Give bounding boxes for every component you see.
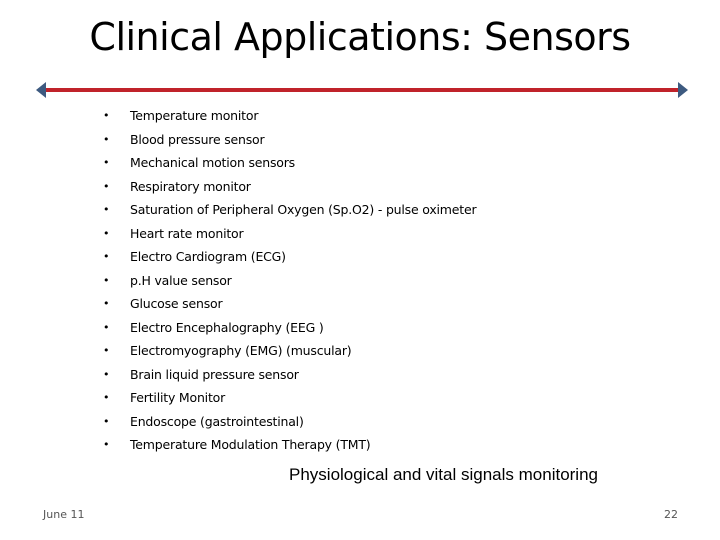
- bullet-icon: •: [103, 344, 110, 358]
- footer-date: June 11: [43, 508, 85, 521]
- bullet-icon: •: [103, 367, 110, 381]
- list-item: [103, 269, 476, 293]
- slide-caption: Physiological and vital signals monitoring: [289, 465, 598, 484]
- list-item-label: Blood pressure sensor: [130, 131, 265, 147]
- list-item-label: Brain liquid pressure sensor: [130, 366, 299, 382]
- list-item: [103, 410, 476, 434]
- list-item: [103, 175, 476, 199]
- list-item-label: Heart rate monitor: [130, 225, 244, 241]
- list-item-label: Temperature Modulation Therapy (TMT): [130, 437, 371, 453]
- list-item: [103, 316, 476, 340]
- list-item: [103, 222, 476, 246]
- list-item: [103, 433, 476, 457]
- list-item: [103, 128, 476, 152]
- list-item: [103, 151, 476, 175]
- list-item: [103, 292, 476, 316]
- bullet-icon: •: [103, 414, 110, 428]
- list-item: [103, 245, 476, 269]
- list-item-label: Electro Cardiogram (ECG): [130, 249, 286, 265]
- list-item: [103, 339, 476, 363]
- list-item: [103, 386, 476, 410]
- title-divider: [36, 80, 688, 100]
- page-number: 22: [664, 508, 678, 521]
- list-item-label: Electro Encephalography (EEG ): [130, 319, 324, 335]
- bullet-icon: •: [103, 109, 110, 123]
- right-arrow-icon: [678, 82, 688, 98]
- bullet-icon: •: [103, 391, 110, 405]
- list-item-label: Electromyography (EMG) (muscular): [130, 343, 352, 359]
- list-item-label: Fertility Monitor: [130, 390, 226, 406]
- list-item-label: Temperature monitor: [130, 108, 259, 124]
- list-item-label: Mechanical motion sensors: [130, 155, 295, 171]
- list-item: [103, 363, 476, 387]
- list-item-label: Respiratory monitor: [130, 178, 251, 194]
- left-arrow-icon: [36, 82, 46, 98]
- bullet-icon: •: [103, 320, 110, 334]
- bullet-icon: •: [103, 250, 110, 264]
- bullet-icon: •: [103, 273, 110, 287]
- bullet-icon: •: [103, 156, 110, 170]
- slide-title: Clinical Applications: Sensors: [89, 15, 631, 59]
- bullet-icon: •: [103, 179, 110, 193]
- bullet-icon: •: [103, 438, 110, 452]
- bullet-icon: •: [103, 226, 110, 240]
- bullet-icon: •: [103, 132, 110, 146]
- bullet-icon: •: [103, 203, 110, 217]
- list-item: [103, 198, 476, 222]
- list-item-label: p.H value sensor: [130, 272, 232, 288]
- bullet-icon: •: [103, 297, 110, 311]
- list-item-label: Glucose sensor: [130, 296, 223, 312]
- sensor-list: [103, 104, 476, 457]
- list-item-label: Saturation of Peripheral Oxygen (Sp.O2) - pulse oximeter: [130, 202, 477, 218]
- list-item-label: Endoscope (gastrointestinal): [130, 413, 304, 429]
- list-item: [103, 104, 476, 128]
